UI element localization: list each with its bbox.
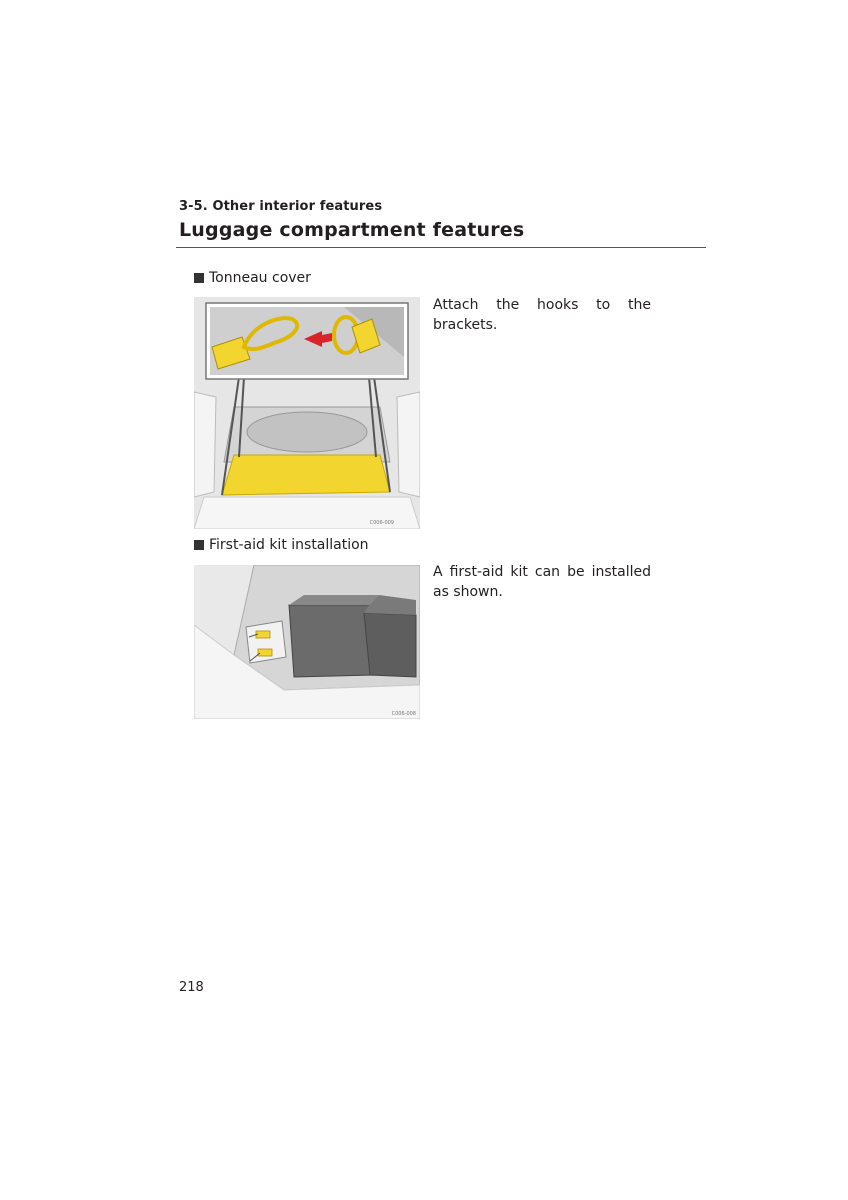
first-aid-kit-illustration bbox=[194, 565, 420, 719]
subheading-label: Tonneau cover bbox=[209, 270, 311, 286]
page-number: 218 bbox=[179, 980, 204, 995]
figure-code: C006-009 bbox=[369, 520, 394, 526]
subheading-first-aid-kit bbox=[194, 537, 369, 553]
tonneau-cover-illustration bbox=[194, 297, 420, 529]
tonneau-cover-text: Attach the hooks to the brackets. bbox=[433, 297, 651, 333]
square-bullet-icon bbox=[194, 540, 204, 550]
section-label: 3-5. Other interior features bbox=[179, 199, 383, 214]
title-divider bbox=[176, 247, 706, 248]
subheading-tonneau-cover bbox=[194, 270, 311, 286]
page-title: Luggage compartment features bbox=[179, 219, 525, 241]
first-aid-kit-text: A first-aid kit can be installed as shown. bbox=[433, 564, 651, 600]
square-bullet-icon bbox=[194, 273, 204, 283]
subheading-label: First-aid kit installation bbox=[209, 537, 369, 553]
figure-code: C006-008 bbox=[391, 711, 416, 717]
